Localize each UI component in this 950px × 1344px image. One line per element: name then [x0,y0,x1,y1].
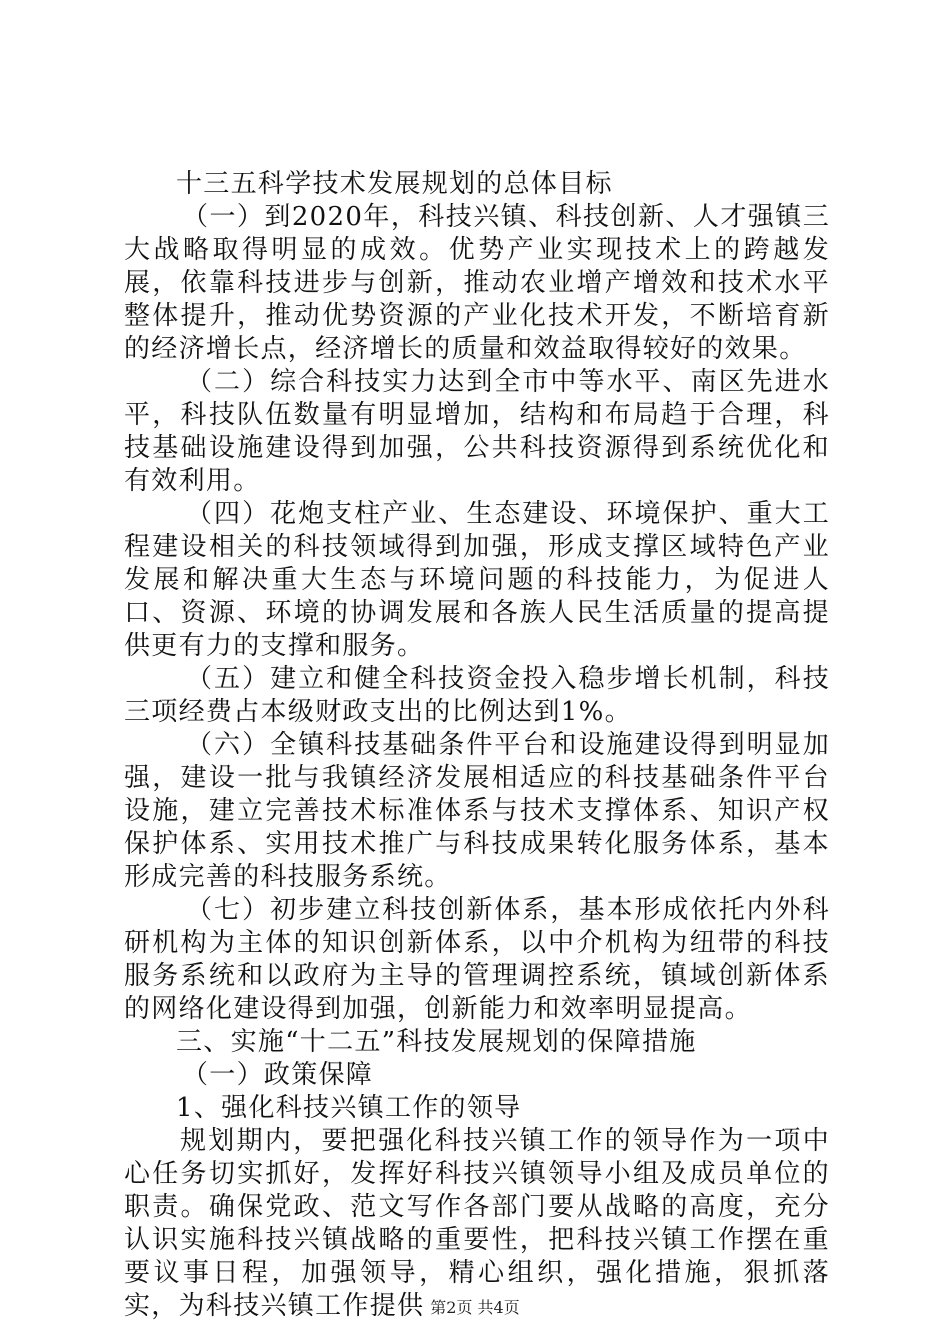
paragraph-goal-1: （一）到2020年，科技兴镇、科技创新、人才强镇三大战略取得明显的成效。优势产业实现技术上的跨越发展，依靠科技进步与创新，推动农业增产增效和技术水平整体提升，推动优势资源的产业化技术开发，不断培育新的经济增长点，经济增长的质量和效益取得较好的效果。 [124,202,830,364]
paragraph-goal-7: （七）初步建立科技创新体系，基本形成依托内外科研机构为主体的知识创新体系，以中介机构为纽带的科技服务系统和以政府为主导的管理调控系统，镇域创新体系的网络化建设得到加强，创新能力和效率明显提高。 [124,895,830,1024]
paragraph-goal-6: （六）全镇科技基础条件平台和设施建设得到明显加强，建设一批与我镇经济发展相适应的科技基础条件平台设施，建立完善技术标准体系与技术支撑体系、知识产权保护体系、实用技术推广与科技成果转化服务体系，基本形成完善的科技服务系统。 [124,730,830,892]
subheading-strengthen-leadership: 1、强化科技兴镇工作的领导 [176,1093,522,1123]
paragraph-goal-2: （二）综合科技实力达到全市中等水平、南区先进水平，科技队伍数量有明显增加，结构和布局趋于合理，科技基础设施建设得到加强，公共科技资源得到系统优化和有效利用。 [124,367,830,496]
subheading-policy-guarantee: （一）政策保障 [182,1060,374,1090]
document-body [124,168,830,1323]
section-heading-safeguards: 三、实施“十二五”科技发展规划的保障措施 [176,1027,697,1057]
paragraph-goal-4: （四）花炮支柱产业、生态建设、环境保护、重大工程建设相关的科技领域得到加强，形成支撑区域特色产业发展和解决重大生态与环境问题的科技能力，为促进人口、资源、环境的协调发展和各族人民生活质量的提高提供更有力的支撑和服务。 [124,499,830,661]
paragraph-goal-5: （五）建立和健全科技资金投入稳步增长机制，科技三项经费占本级财政支出的比例达到1%。 [124,664,830,727]
section-heading-overall-goals: 十三五科学技术发展规划的总体目标 [176,169,613,199]
page-number-footer: 第2页 共4页 [430,1298,520,1317]
paragraph-leadership: 规划期内，要把强化科技兴镇工作的领导作为一项中心任务切实抓好，发挥好科技兴镇领导小组及成员单位的职责。确保党政、范文写作各部门要从战略的高度，充分认识实施科技兴镇战略的重要性，把科技兴镇工作摆在重要议事日程，加强领导，精心组织，强化措施，狠抓落实，为科技兴镇工作提供 [124,1126,830,1321]
